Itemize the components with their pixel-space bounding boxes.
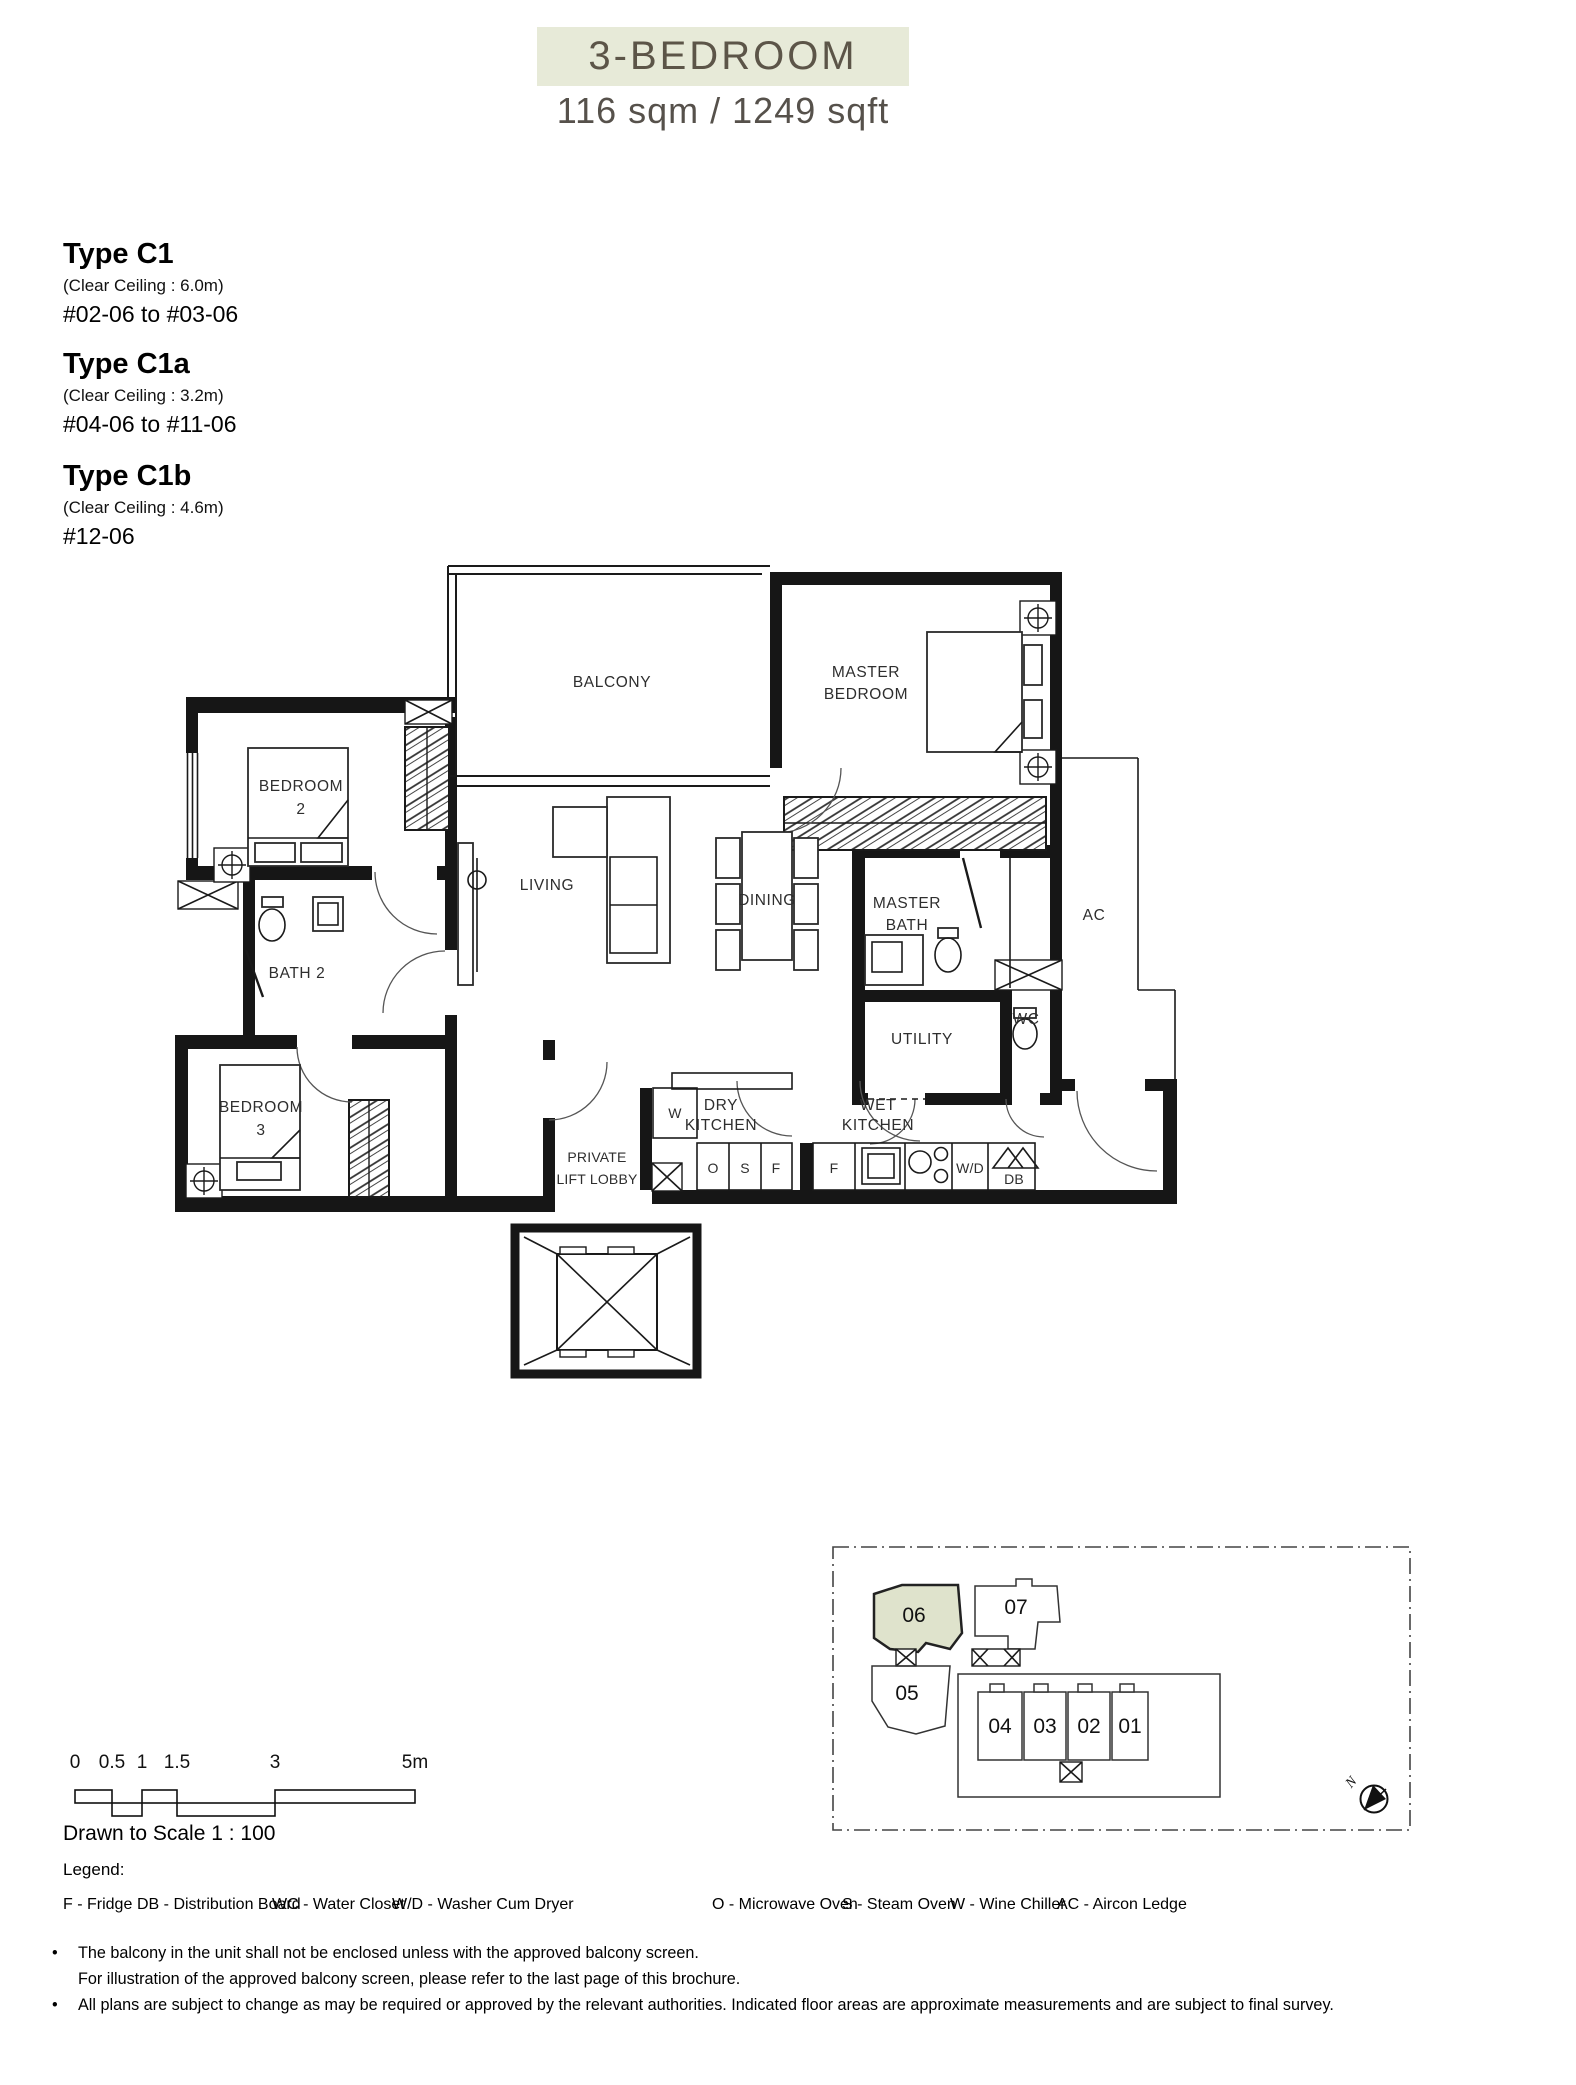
legend-item-microwave: O - Microwave Oven bbox=[712, 1896, 858, 1913]
legend-item-wd: W/D - Washer Cum Dryer bbox=[392, 1896, 574, 1913]
label-wet-kitchen: WET bbox=[859, 1097, 897, 1114]
label-distribution-board: DB bbox=[1004, 1171, 1024, 1187]
keyplan-label-03: 03 bbox=[1033, 1715, 1057, 1738]
label-dining: DINING bbox=[738, 892, 796, 909]
svg-text:2: 2 bbox=[296, 801, 306, 818]
keyplan-label-07: 07 bbox=[1004, 1596, 1028, 1619]
legend-item-wc: WC - Water Closet bbox=[272, 1896, 405, 1913]
north-label: N bbox=[1342, 1774, 1361, 1792]
label-master-bedroom: MASTER bbox=[831, 664, 901, 681]
type-ceiling: (Clear Ceiling : 6.0m) bbox=[63, 276, 224, 295]
label-bedroom2: BEDROOM bbox=[258, 778, 344, 795]
keyplan-label-04: 04 bbox=[988, 1715, 1012, 1738]
title-band bbox=[537, 27, 909, 86]
keyplan-lift-06 bbox=[896, 1649, 916, 1666]
scale-bar-segments bbox=[75, 1790, 415, 1816]
keyplan-lift-stack bbox=[1060, 1762, 1082, 1782]
bullet: • bbox=[52, 1944, 58, 1962]
type-name: Type C1a bbox=[63, 348, 190, 380]
svg-text:BEDROOM: BEDROOM bbox=[823, 686, 909, 703]
keyplan-label-02: 02 bbox=[1077, 1715, 1101, 1738]
scale-tick: 3 bbox=[269, 1752, 281, 1773]
label-lift-lobby: PRIVATE bbox=[567, 1149, 627, 1165]
svg-text:BATH: BATH bbox=[885, 917, 929, 934]
type-units: #12-06 bbox=[63, 523, 135, 549]
bullet: • bbox=[52, 1996, 58, 2014]
type-block-c1b bbox=[63, 460, 423, 550]
type-ceiling: (Clear Ceiling : 4.6m) bbox=[63, 498, 224, 517]
label-wine-chiller: W bbox=[668, 1105, 682, 1121]
key-plan bbox=[820, 1535, 1420, 1840]
keyplan-label-06: 06 bbox=[902, 1604, 926, 1627]
label-fridge-wet: F bbox=[829, 1160, 839, 1176]
label-balcony: BALCONY bbox=[572, 674, 652, 691]
label-bath2: BATH 2 bbox=[268, 965, 326, 982]
note-balcony-2: For illustration of the approved balcony screen, please refer to the last page of this brochure. bbox=[78, 1970, 741, 1988]
label-wc: WC bbox=[1012, 1011, 1040, 1028]
lift-shaft bbox=[515, 1228, 697, 1374]
scale-tick: 0.5 bbox=[98, 1752, 126, 1773]
type-units: #02-06 to #03-06 bbox=[63, 301, 239, 327]
note-plans: • All plans are subject to change as may be required or approved by the relevant authorities. Indicated floor areas are approximate measurements and are subject to final survey. bbox=[52, 1996, 1334, 2014]
north-arrow-icon bbox=[1342, 1774, 1387, 1813]
floor-plan bbox=[150, 545, 1190, 1395]
type-block-c1 bbox=[63, 238, 423, 328]
svg-text:LIFT LOBBY: LIFT LOBBY bbox=[556, 1171, 638, 1187]
page-title: 3-BEDROOM bbox=[588, 34, 858, 78]
label-microwave: O bbox=[707, 1160, 719, 1176]
keyplan-label-05: 05 bbox=[895, 1682, 919, 1705]
scale-tick: 1.5 bbox=[163, 1752, 191, 1773]
label-master-bath: MASTER bbox=[872, 895, 942, 912]
scale-caption: Drawn to Scale 1 : 100 bbox=[63, 1822, 276, 1845]
unit-area: 116 sqm / 1249 sqft bbox=[556, 90, 890, 131]
keyplan-lifts-07 bbox=[972, 1649, 1020, 1666]
scale-bar bbox=[55, 1740, 435, 1825]
label-bedroom3: BEDROOM bbox=[218, 1099, 304, 1116]
legend-item-fridge: F - Fridge bbox=[63, 1896, 133, 1913]
label-dry-kitchen: DRY bbox=[703, 1097, 739, 1114]
svg-text:KITCHEN: KITCHEN bbox=[841, 1117, 915, 1134]
svg-text:3: 3 bbox=[256, 1122, 266, 1139]
label-utility: UTILITY bbox=[891, 1031, 953, 1048]
legend-item-wine: W - Wine Chiller bbox=[950, 1896, 1066, 1913]
type-name: Type C1 bbox=[63, 238, 174, 270]
legend-item-aircon: AC - Aircon Ledge bbox=[1057, 1896, 1187, 1913]
label-living: LIVING bbox=[519, 877, 575, 894]
legend-item-db: DB - Distribution Board bbox=[137, 1896, 301, 1913]
note-balcony-1: • The balcony in the unit shall not be enclosed unless with the approved balcony screen. bbox=[52, 1944, 699, 1962]
keyplan-label-01: 01 bbox=[1118, 1715, 1142, 1738]
type-ceiling: (Clear Ceiling : 3.2m) bbox=[63, 386, 224, 405]
scale-tick: 5m bbox=[401, 1752, 429, 1773]
label-fridge-dry: F bbox=[771, 1160, 781, 1176]
type-units: #04-06 to #11-06 bbox=[63, 411, 237, 437]
label-steam-oven: S bbox=[740, 1160, 750, 1176]
label-ac: AC bbox=[1082, 907, 1106, 924]
svg-text:KITCHEN: KITCHEN bbox=[684, 1117, 758, 1134]
legend-item-steam: S - Steam Oven bbox=[842, 1896, 956, 1913]
type-block-c1a bbox=[63, 348, 423, 438]
legend-label: Legend: bbox=[63, 1860, 125, 1879]
type-name: Type C1b bbox=[63, 460, 192, 492]
label-washer-dryer: W/D bbox=[956, 1160, 984, 1176]
scale-tick: 1 bbox=[136, 1752, 148, 1773]
scale-tick: 0 bbox=[69, 1752, 81, 1773]
